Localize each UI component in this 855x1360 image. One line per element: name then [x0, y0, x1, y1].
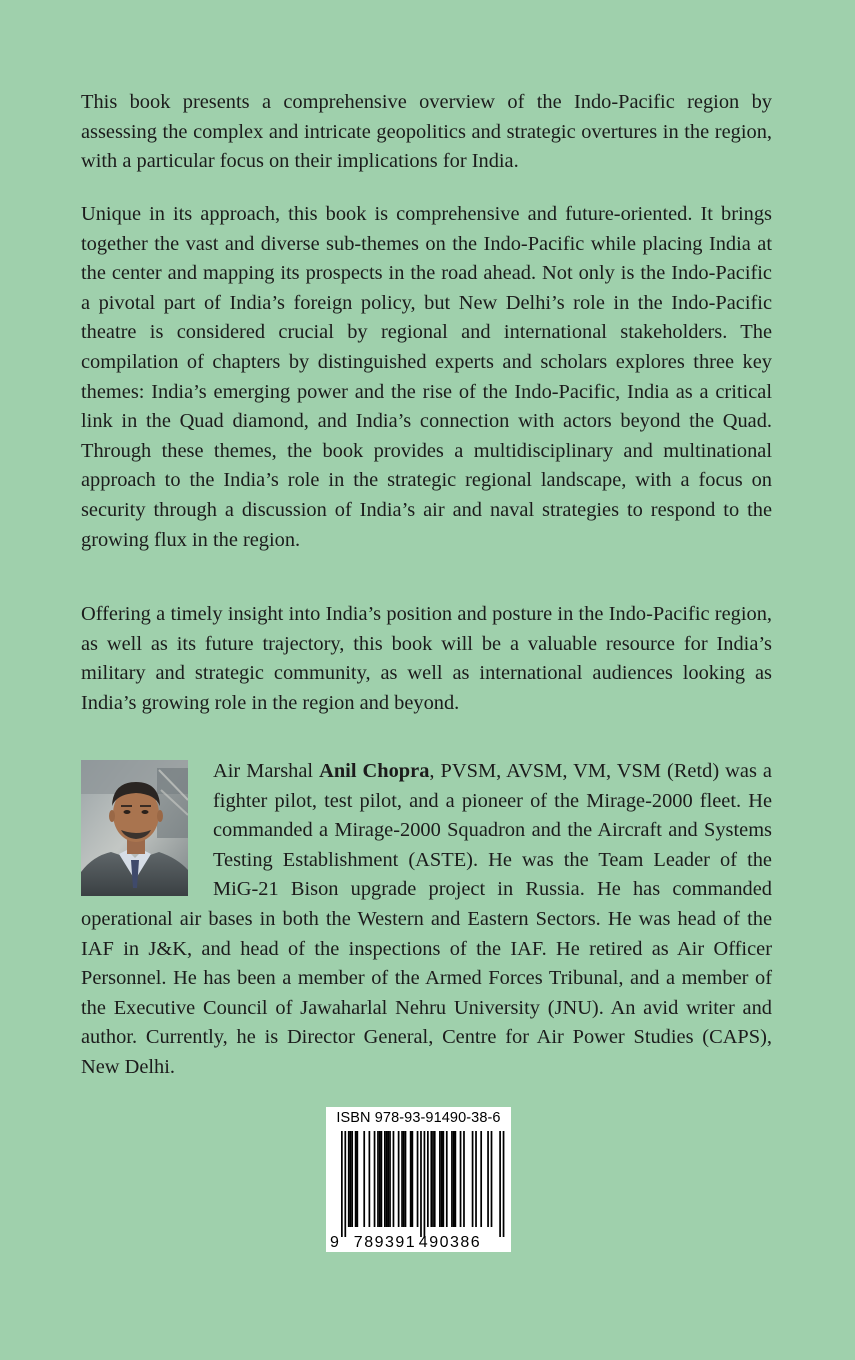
- barcode-bar: [446, 1131, 448, 1227]
- author-title: Air Marshal: [213, 760, 320, 782]
- barcode-graphic: [326, 1107, 511, 1252]
- barcode-bar: [491, 1131, 493, 1227]
- barcode-bar: [424, 1131, 426, 1237]
- barcode-bar: [475, 1131, 477, 1227]
- barcode-bar: [420, 1131, 422, 1237]
- description-paragraph-1: This book presents a comprehensive overview of the Indo-Pacific region by assessing the complex and intricate geopolitics and strategic overtures in the region, with a particular focus on their implications for India.: [81, 91, 772, 173]
- barcode-bar: [344, 1131, 346, 1237]
- barcode-bar: [427, 1131, 429, 1227]
- barcode-bar: [363, 1131, 365, 1227]
- barcode-bar: [410, 1131, 412, 1227]
- barcode-bar: [480, 1131, 482, 1227]
- barcode-bar: [377, 1131, 379, 1227]
- barcode-bar: [439, 1131, 441, 1227]
- author-name: Anil Chopra: [319, 760, 430, 782]
- barcode-bar: [487, 1131, 489, 1227]
- barcode-bar: [379, 1131, 381, 1227]
- barcode-bar: [403, 1131, 405, 1227]
- barcode-bar: [386, 1131, 388, 1227]
- barcode-bar: [455, 1131, 457, 1227]
- barcode-right-digits: 490386: [418, 1234, 482, 1251]
- barcode-bar: [453, 1131, 455, 1227]
- barcode-bar: [463, 1131, 465, 1227]
- barcode-bar: [393, 1131, 395, 1227]
- barcode-left-digits: 789391: [353, 1234, 417, 1251]
- barcode-bar: [401, 1131, 403, 1227]
- barcode-bar: [499, 1131, 501, 1237]
- barcode-bar: [451, 1131, 453, 1227]
- barcode-bar: [434, 1131, 436, 1227]
- barcode-bar: [441, 1131, 443, 1227]
- barcode-bar: [348, 1131, 350, 1227]
- barcode-bar: [369, 1131, 371, 1227]
- isbn-label: ISBN 978-93-91490-38-6: [336, 1110, 501, 1126]
- barcode-bar: [355, 1131, 357, 1227]
- barcode-bar: [350, 1131, 352, 1227]
- barcode-bar: [387, 1131, 389, 1227]
- isbn-barcode: [326, 1107, 511, 1252]
- author-photo: [81, 760, 188, 896]
- barcode-bar: [389, 1131, 391, 1227]
- barcode-bar: [412, 1131, 414, 1227]
- barcode-bar: [430, 1131, 432, 1227]
- author-section: [81, 757, 772, 1083]
- barcode-first-digit: 9: [330, 1234, 339, 1251]
- barcode-bar: [460, 1131, 462, 1227]
- barcode-bar: [405, 1131, 407, 1227]
- barcode-bar: [374, 1131, 376, 1227]
- author-bio-text: , PVSM, AVSM, VM, VSM (Retd) was a fighter pilot, test pilot, and a pioneer of the Mirage-2000 fleet. He commanded a Mirage-2000 Squadron and the Aircraft and Systems Testing Establishment (ASTE). He was the Team Leader of the MiG-21 Bison upgrade project in Russia. He has commanded operational air bases in both the Western and Eastern Sectors. He was head of the IAF in J&K, and head of the inspections of the IAF. He retired as Air Officer Personnel. He has been a member of the Armed Forces Tribunal, and a member of the Executive Council of Jawaharlal Nehru University (JNU). An avid writer and author. Currently, he is Director General, Centre for Air Power Studies (CAPS), New Delhi.: [81, 760, 772, 1078]
- barcode-bar: [472, 1131, 474, 1227]
- barcode-bar: [442, 1131, 444, 1227]
- barcode-bar: [417, 1131, 419, 1227]
- barcode-bar: [384, 1131, 386, 1227]
- description-paragraph-2: Unique in its approach, this book is comprehensive and future-oriented. It brings together the vast and diverse sub-themes on the Indo-Pacific while placing India at the center and mapping its prospects in the road ahead. Not only is the Indo-Pacific a pivotal part of India’s foreign policy, but New Delhi’s role in the Indo-Pacific theatre is considered crucial by regional and international stakeholders. The compilation of chapters by distinguished experts and scholars explores three key themes: India’s emerging power and the rise of the Indo-Pacific, India as a critical link in the Quad diamond, and India’s connection with actors beyond the Quad. Through these themes, the book provides a multidisciplinary and multinational approach to the India’s role in the strategic regional landscape, with a focus on security through a discussion of India’s air and naval strategies to respond to the growing flux in the region.: [81, 203, 772, 551]
- barcode-bar: [341, 1131, 343, 1237]
- barcode-bar: [398, 1131, 400, 1227]
- description-paragraph-3: Offering a timely insight into India’s position and posture in the Indo-Pacific region, as well as its future trajectory, this book will be a valuable resource for India’s military and strategic community, as well as international audiences looking as India’s growing role in the region and beyond.: [81, 603, 772, 714]
- barcode-bar: [432, 1131, 434, 1227]
- barcode-bar: [503, 1131, 505, 1237]
- barcode-bar: [351, 1131, 353, 1227]
- barcode-bar: [356, 1131, 358, 1227]
- barcode-bar: [381, 1131, 383, 1227]
